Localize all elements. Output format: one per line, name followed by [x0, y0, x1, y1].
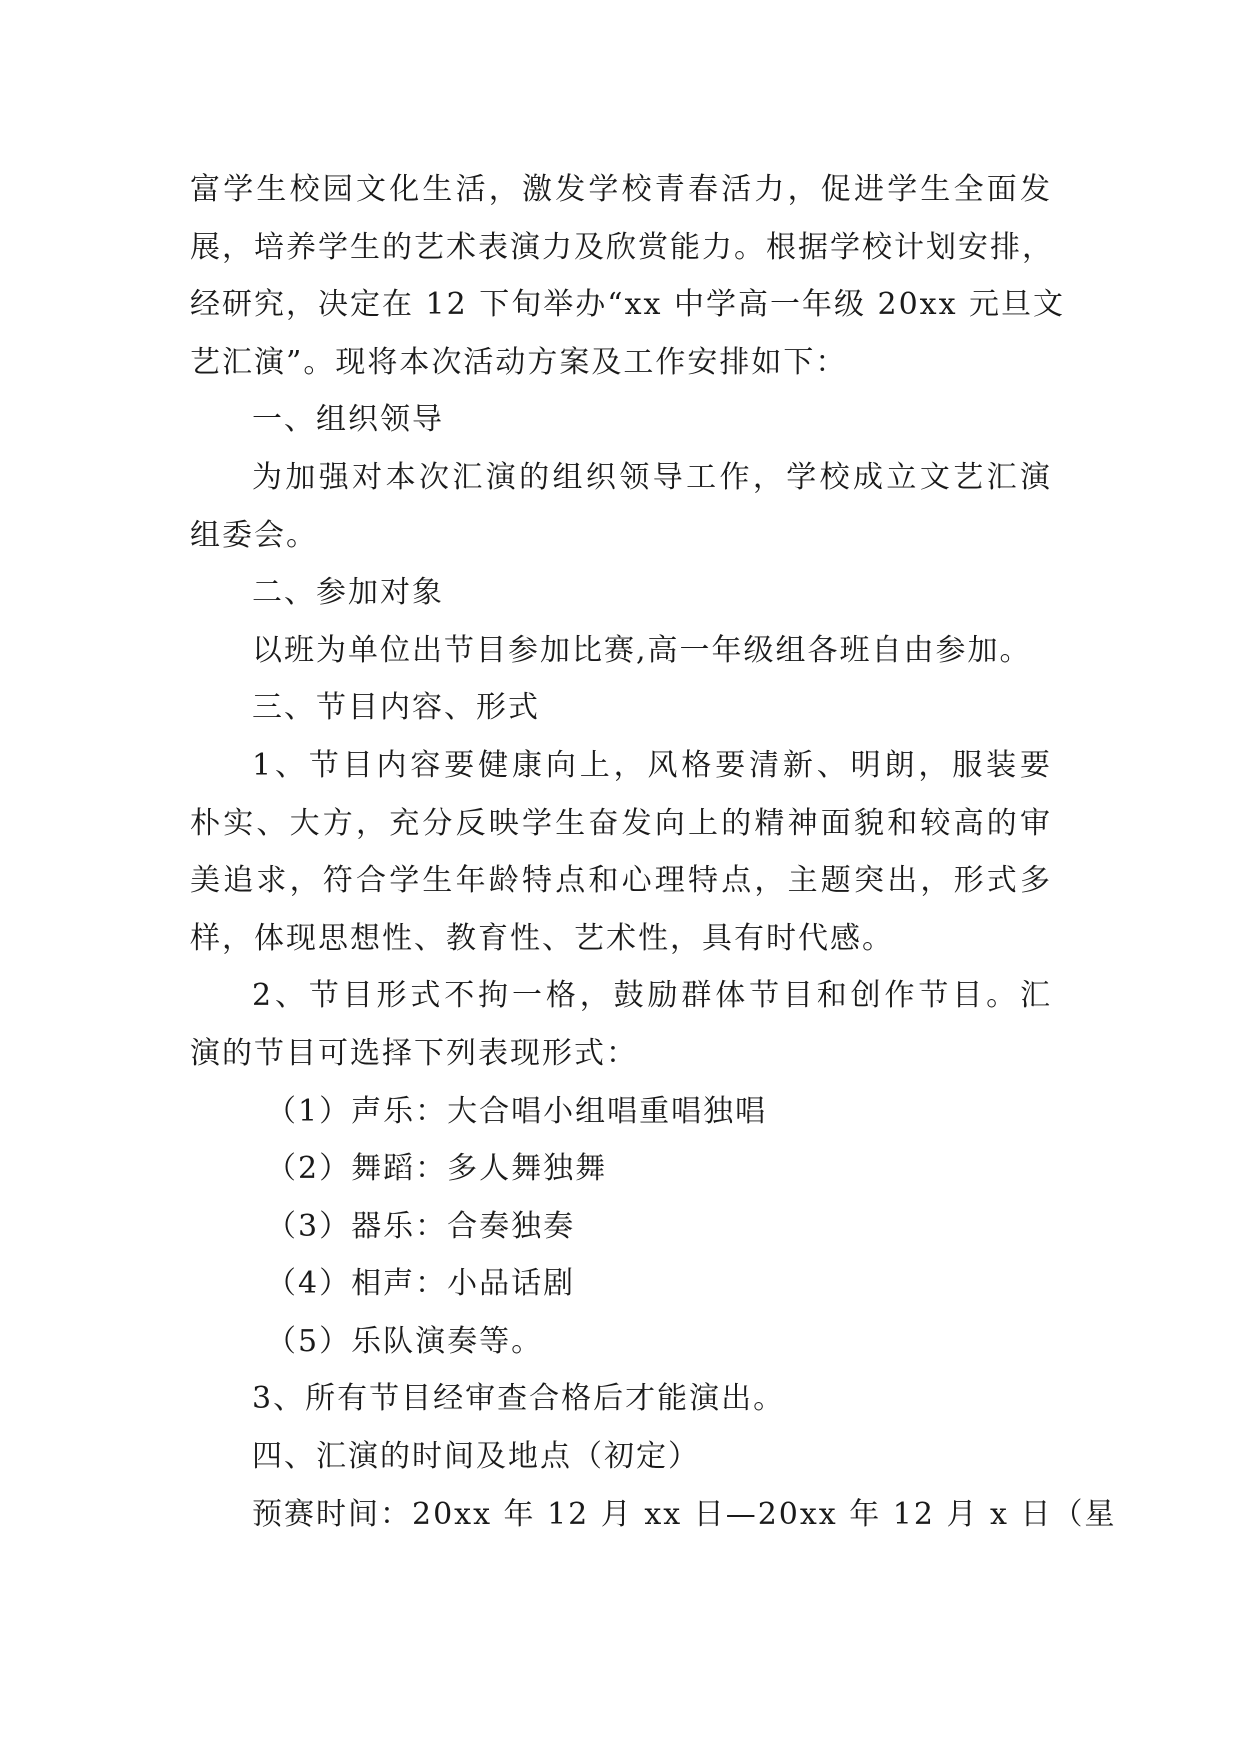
document-body — [190, 161, 1117, 1543]
section-heading: 二、参加对象 — [252, 575, 444, 611]
body-text-line: 3、所有节目经审查合格后才能演出。 — [252, 1381, 786, 1417]
body-text-line: 为加强对本次汇演的组织领导工作，学校成立文艺汇演 — [252, 459, 1052, 495]
body-text-line: 以班为单位出节目参加比赛,高一年级组各班自由参加。 — [252, 632, 1032, 668]
body-text-line: 2、节目形式不拘一格，鼓励群体节目和创作节目。汇 — [252, 978, 1052, 1014]
body-text-line: 组委会。 — [190, 517, 318, 553]
body-text-line: 艺汇演”。现将本次活动方案及工作安排如下： — [190, 344, 848, 380]
body-text-line: 样，体现思想性、教育性、艺术性，具有时代感。 — [190, 920, 894, 956]
body-text-line: 美追求，符合学生年龄特点和心理特点，主题突出，形式多 — [190, 863, 1052, 899]
body-text-line: 1、节目内容要健康向上，风格要清新、明朗，服装要 — [252, 747, 1052, 783]
list-item: （4）相声：小品话剧 — [266, 1266, 576, 1302]
body-text-line: 展，培养学生的艺术表演力及欣赏能力。根据学校计划安排， — [190, 229, 1054, 265]
section-heading: 三、节目内容、形式 — [252, 690, 540, 726]
list-item: （3）器乐：合奏独奏 — [266, 1208, 576, 1244]
body-text-line: 经研究，决定在 12 下旬举办“xx 中学高一年级 20xx 元旦文 — [190, 287, 1066, 323]
body-text-line: 演的节目可选择下列表现形式： — [190, 1035, 638, 1071]
body-text-line: 朴实、大方，充分反映学生奋发向上的精神面貌和较高的审 — [190, 805, 1052, 841]
list-item: （5）乐队演奏等。 — [266, 1323, 544, 1359]
list-item: （1）声乐：大合唱小组唱重唱独唱 — [266, 1093, 768, 1129]
body-text-line: 富学生校园文化生活，激发学校青春活力，促进学生全面发 — [190, 172, 1052, 207]
section-heading: 四、汇演的时间及地点（初定） — [252, 1439, 700, 1475]
section-heading: 一、组织领导 — [252, 402, 444, 438]
list-item: （2）舞蹈：多人舞独舞 — [266, 1151, 608, 1187]
body-text-line: 预赛时间：20xx 年 12 月 xx 日—20xx 年 12 月 x 日（星 — [252, 1496, 1117, 1532]
